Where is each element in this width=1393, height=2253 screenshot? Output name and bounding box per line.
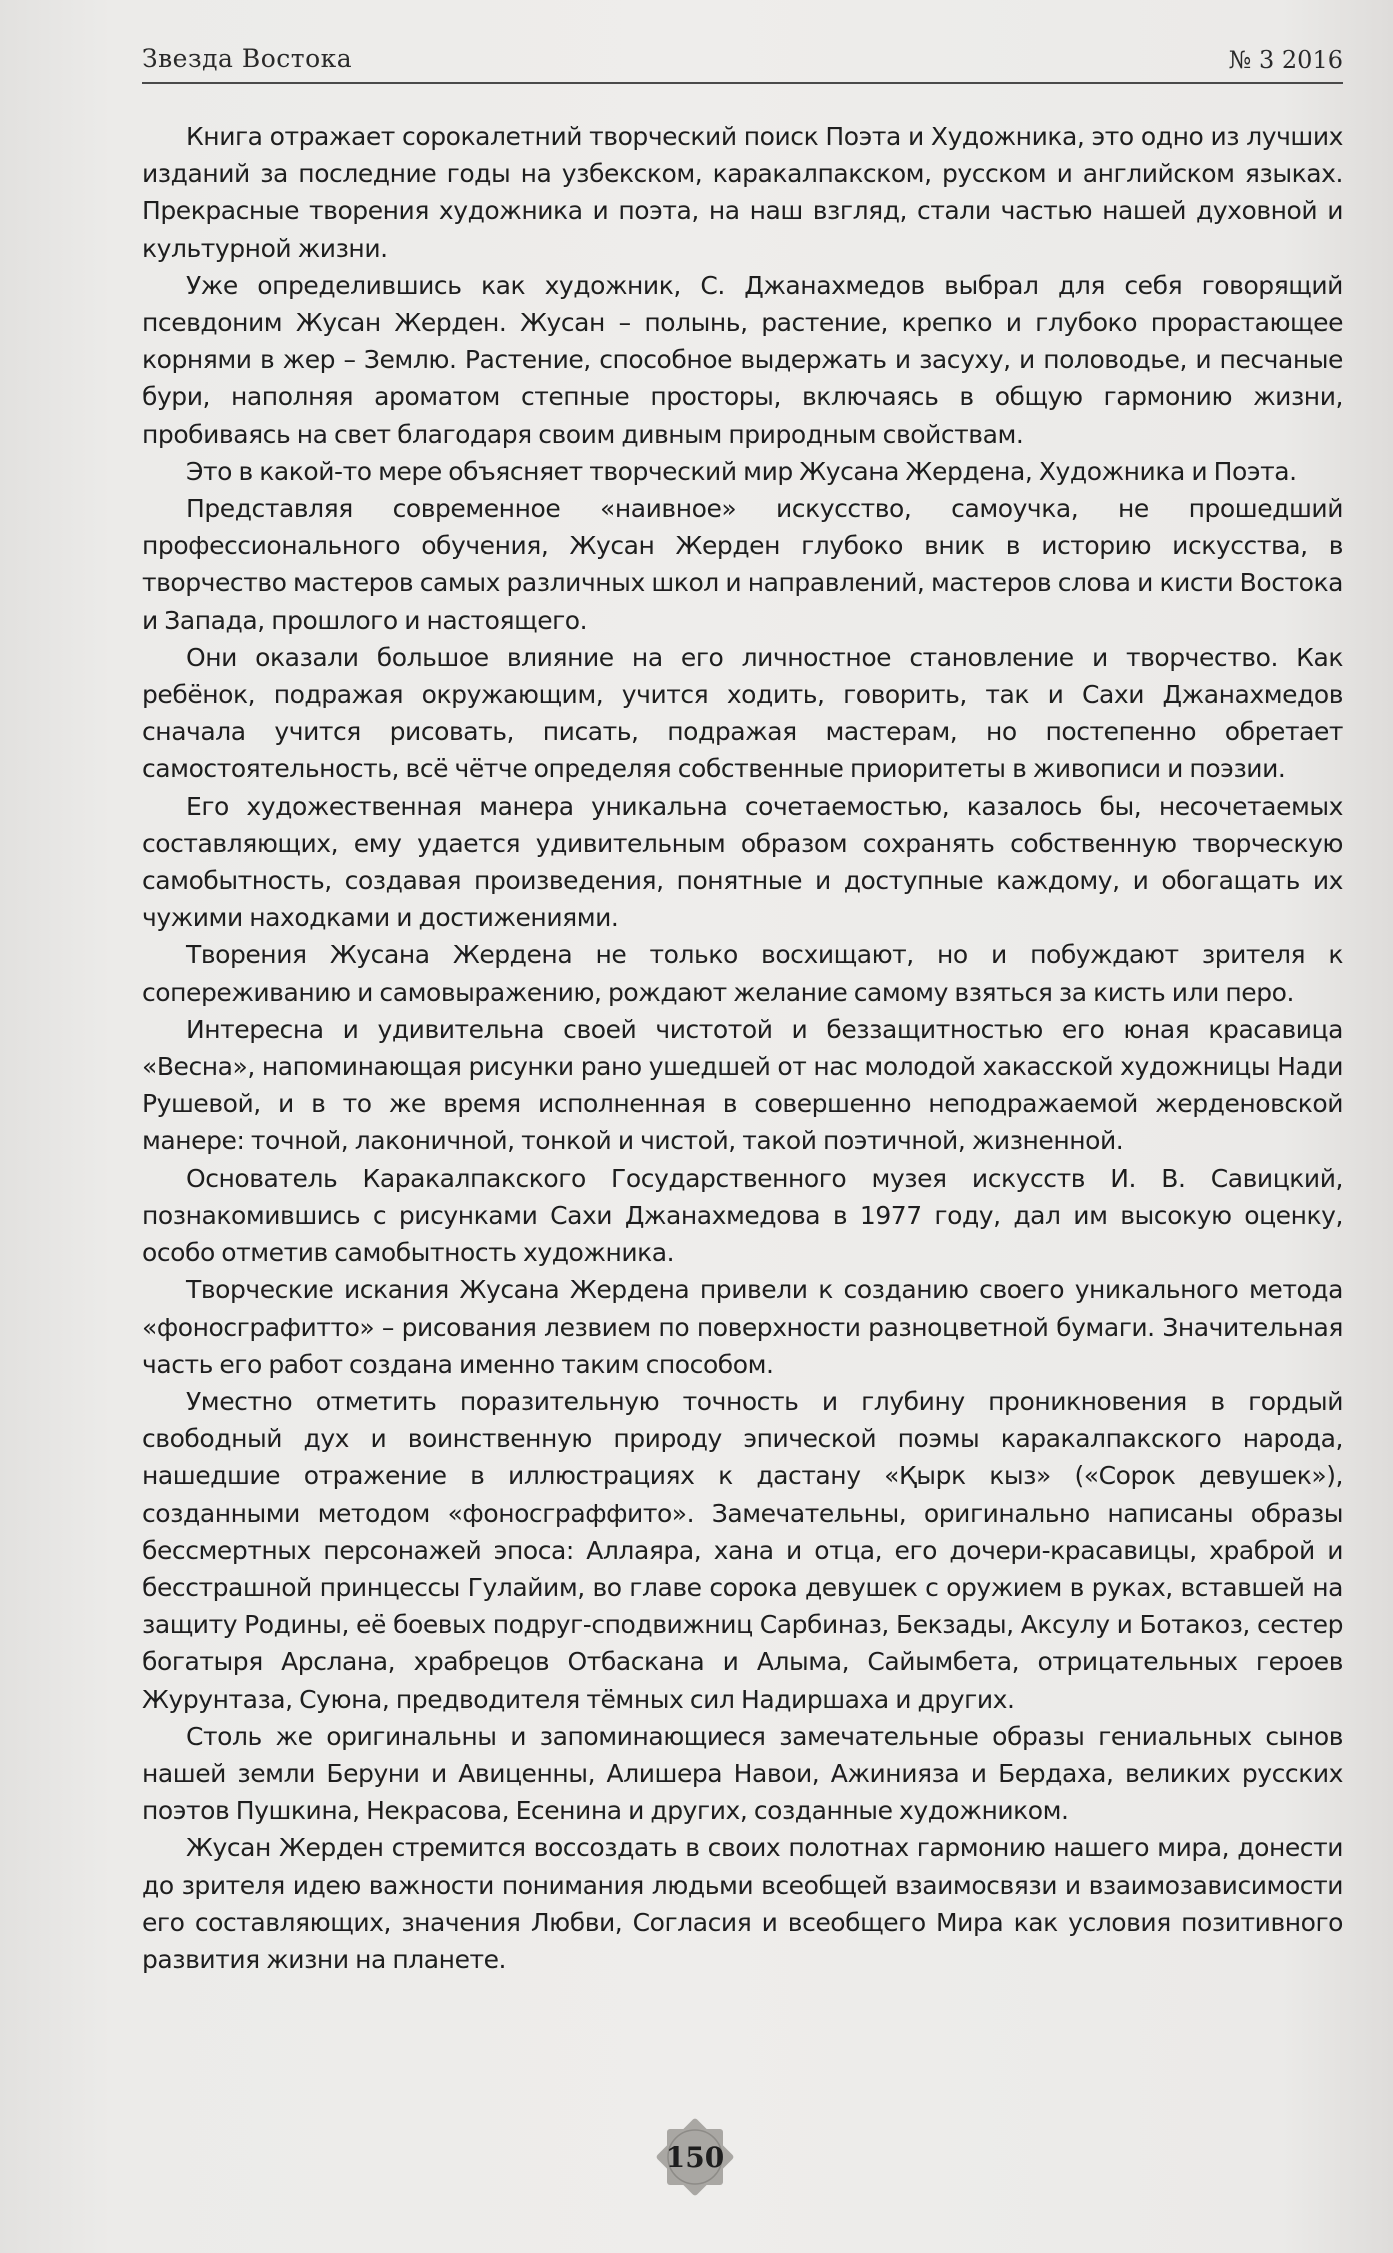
- issue-number: № 3 2016: [1228, 46, 1343, 74]
- paragraph: Столь же оригинальны и запоминающиеся замечательные образы гениальных сынов нашей земли Беруни и Авиценны, Алишера Навои, Ажинияза и Бердаха, великих русских поэтов Пушкина, Некрасова, Есенина и других, созданные художником.: [142, 1721, 1343, 1826]
- paragraph: Это в какой-то мере объясняет творческий мир Жусана Жердена, Художника и Поэта.: [186, 456, 1297, 486]
- paragraph: Жусан Жерден стремится воссоздать в своих полотнах гармонию нашего мира, донести до зрителя идею важности понимания людьми всеобщей взаимосвязи и взаимозависимости его составляющих, значения Любви, Согласия и всеобщего Мира как условия позитивного развития жизни на планете.: [142, 1833, 1343, 1974]
- paragraph: Его художественная манера уникальна сочетаемостью, казалось бы, несочетаемых составляющих, ему удается удивительным образом сохранять собственную творческую самобытность, создавая произведения, понятные и доступные каждому, и обогащать их чужими находками и достижениями.: [142, 791, 1343, 933]
- page-number-ornament: [653, 2115, 737, 2199]
- paragraph: Уместно отметить поразительную точность и глубину проникновения в гордый свободный дух и воинственную природу эпической поэмы каракалпакского народа, нашедшие отражение в иллюстрациях к дастану «Қырк кыз» («Сорок девушек»), созданными методом «фоносграффито». Замечательны, оригинально написаны образы бессмертных персонажей эпоса: Аллаяра, хана и отца, его дочери-красавицы, храброй и бесстрашной принцессы Гулайим, во главе сорока девушек с оружием в руках, вставшей на защиту Родины, её боевых подруг-сподвижниц Сарбиназ, Бекзады, Аксулу и Ботакоз, сестер богатыря Арслана, храбрецов Отбаскана и Алыма, Сайымбета, отрицательных героев Журунтаза, Суюна, предводителя тёмных сил Надиршаха и других.: [142, 1386, 1343, 1714]
- paragraph: Они оказали большое влияние на его личностное становление и творчество. Как ребёнок, подражая окружающим, учится ходить, говорить, так и Сахи Джанахмедов сначала учится рисовать, писать, подражая мастерам, но постепенно обретает самостоятельность, всё чётче определяя собственные приоритеты в живописи и поэзии.: [142, 642, 1343, 784]
- running-header: [142, 44, 1343, 84]
- page-number: 150: [665, 2140, 725, 2174]
- paragraph: Книга отражает сорокалетний творческий поиск Поэта и Художника, это одно из лучших изданий за последние годы на узбекском, каракалпакском, русском и английском языках. Прекрасные творения художника и поэта, на наш взгляд, стали частью нашей духовной и культурной жизни.: [142, 122, 1343, 263]
- article-body: [142, 118, 1343, 1978]
- journal-title: Звезда Востока: [142, 44, 353, 73]
- paragraph: Представляя современное «наивное» искусство, самоучка, не прошедший профессионального обучения, Жусан Жерден глубоко вник в историю искусства, в творчество мастеров самых различных школ и направлений, мастеров слова и кисти Востока и Запада, прошлого и настоящего.: [142, 494, 1343, 635]
- paragraph: Интересна и удивительна своей чистотой и беззащитностью его юная красавица «Весна», напоминающая рисунки рано ушедшей от нас молодой хакасской художницы Нади Рушевой, и в то же время исполненная в совершенно неподражаемой жерденовской манере: точной, лаконичной, тонкой и чистой, такой поэтичной, жизненной.: [142, 1014, 1343, 1156]
- paragraph: Творческие искания Жусана Жердена привели к созданию своего уникального метода «фоносграфитто» – рисования лезвием по поверхности разноцветной бумаги. Значительная часть его работ создана именно таким способом.: [142, 1275, 1343, 1379]
- paragraph: Основатель Каракалпакского Государственного музея искусств И. В. Савицкий, познакомившись с рисунками Сахи Джанахмедова в 1977 году, дал им высокую оценку, особо отметив самобытность художника.: [142, 1163, 1343, 1268]
- paragraph: Творения Жусана Жердена не только восхищают, но и побуждают зрителя к сопереживанию и самовыражению, рождают желание самому взяться за кисть или перо.: [142, 940, 1343, 1007]
- header-rule: [142, 82, 1343, 84]
- paragraph: Уже определившись как художник, С. Джанахмедов выбрал для себя говорящий псевдоним Жусан Жерден. Жусан – полынь, растение, крепко и глубоко прорастающее корнями в жер – Землю. Растение, способное выдержать и засуху, и половодье, и песчаные бури, наполняя ароматом степные просторы, включаясь в общую гармонию жизни, пробиваясь на свет благодаря своим дивным природным свойствам.: [142, 270, 1343, 449]
